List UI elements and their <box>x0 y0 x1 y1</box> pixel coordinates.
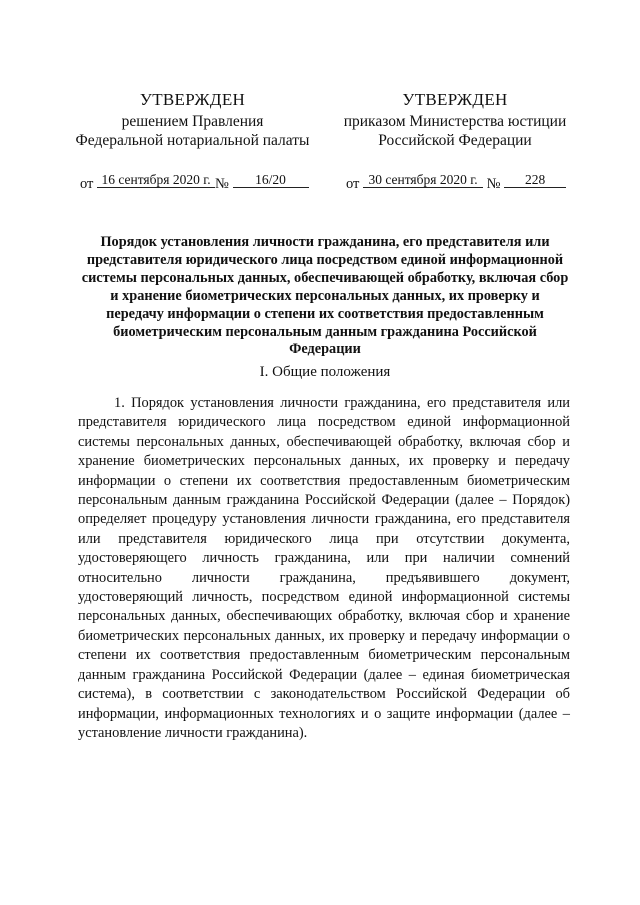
number-sign: № <box>215 176 229 192</box>
approval-line: решением Правления <box>121 113 264 130</box>
decision-number: 16/20 <box>233 172 309 188</box>
approval-line: Российской Федерации <box>378 132 532 149</box>
approval-line: Федеральной нотариальной палаты <box>75 132 310 149</box>
decision-date: 16 сентября 2020 г. <box>97 172 215 188</box>
approval-line: приказом Министерства юстиции <box>343 113 567 130</box>
approval-block-notary-chamber <box>75 88 310 150</box>
approval-heading: УТВЕРЖДЕН <box>139 90 246 109</box>
order-date: 30 сентября 2020 г. <box>363 172 483 188</box>
section-heading: I. Общие положения <box>259 364 391 380</box>
date-prefix: от <box>80 176 94 192</box>
document-title: Порядок установления личности гражданина, его представителя или представителя юридического лица посредством единой информационной системы персональных данных, обеспечивающей обработку, включая сбор и хранение биометрических персональных данных, их проверку и передачу информации о степени их соответствия предоставленным биометрическим персональным данным гражданина Российской Федерации <box>81 234 569 358</box>
date-prefix: от <box>346 176 360 192</box>
paragraph-1: 1. Порядок установления личности гражданина, его представителя или представителя юридического лица посредством единой информационной системы персональных данных, обеспечивающей обработку, включая сбор и хранение биометрических персональных данных, их проверку и передачу информации о степени их соответствия предоставленным биометрическим персональным данным гражданина Российской Федерации (далее – Порядок) определяет процедуру установления личности гражданина, его представителя или представителя юридического лица при отсутствии документа, удостоверяющего личность гражданина, или при наличии сомнений относительно личности гражданина, предъявившего документ, удостоверяющий личность, посредством единой информационной системы персональных данных, обеспечивающих обработку, включая сбор и хранение биометрических персональных данных, их проверку и передачу информации о степени их соответствия предоставленным биометрическим персональным данным гражданина Российской Федерации (далее – единая биометрическая система), в соответствии с законодательством Российской Федерации об информации, информационных технологиях и о защите информации (далее – установление личности гражданина). <box>78 395 570 741</box>
order-date-line <box>346 172 566 193</box>
approval-heading: УТВЕРЖДЕН <box>402 90 508 109</box>
number-sign: № <box>486 176 501 192</box>
decision-date-line <box>80 172 309 193</box>
approval-block-ministry-of-justice <box>330 88 580 150</box>
order-number: 228 <box>504 172 566 188</box>
